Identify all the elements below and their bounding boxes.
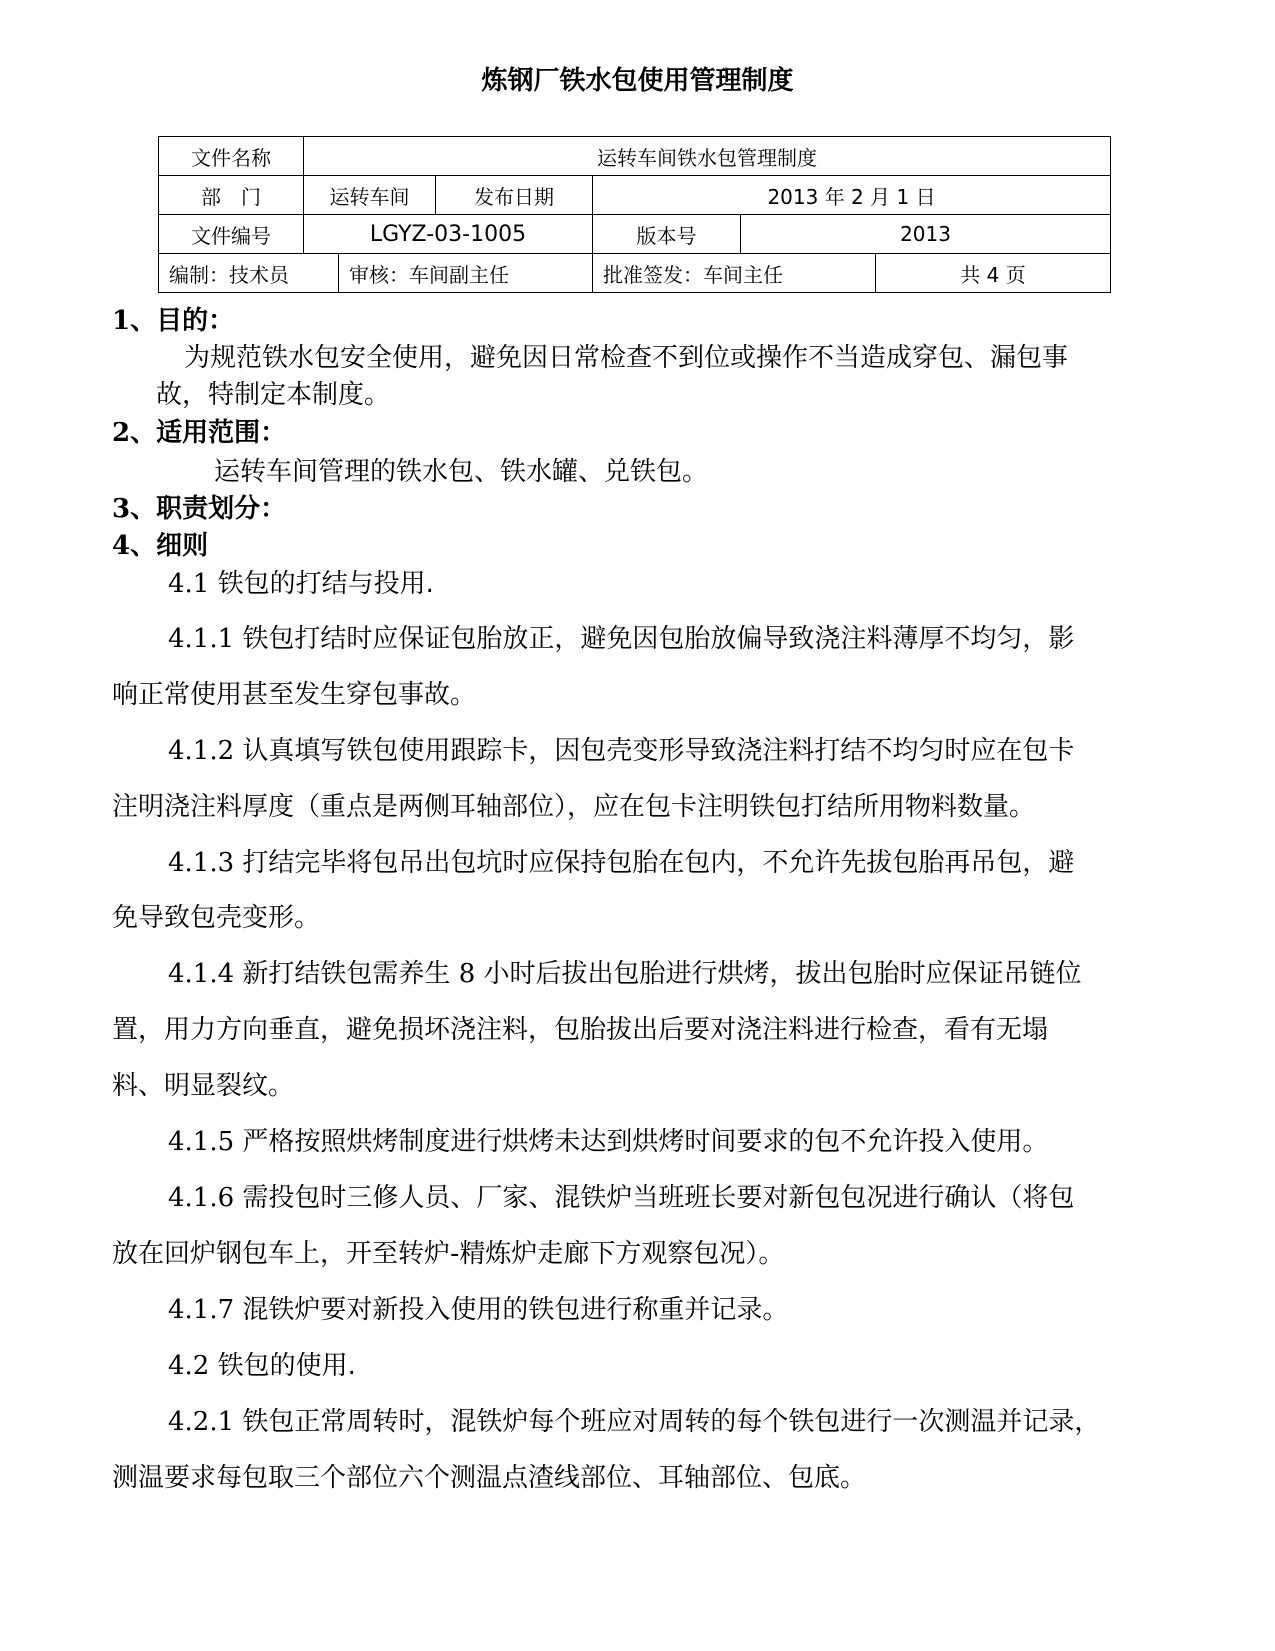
clause-4-1-3-number: 4.1.3 — [168, 848, 235, 878]
clause-4-1-2-line-1 — [168, 738, 1074, 764]
version-value: 2013 — [741, 215, 1111, 254]
clause-4-2-1-line-2: 测温要求每包取三个部位六个测温点渣线部位、耳轴部位、包底。 — [112, 1463, 867, 1493]
clause-4-1-2-line-2: 注明浇注料厚度（重点是两侧耳轴部位），应在包卡注明铁包打结所用物料数量。 — [112, 792, 1036, 822]
clause-4-1-4-text-1b: 小时后拔出包胎进行烘烤，拔出包胎时应保证吊链位 — [475, 959, 1082, 989]
section-3-title: 职责划分： — [156, 494, 287, 524]
clause-4-2-number: 4.2 — [168, 1351, 210, 1381]
clause-4-1-4-line-3: 料、明显裂纹。 — [112, 1071, 295, 1101]
file-no-label: 文件编号 — [159, 215, 304, 254]
section-2-heading — [112, 420, 286, 446]
compiled-by: 编制：技术员 — [159, 254, 339, 293]
clause-4-2-1-number: 4.2.1 — [168, 1407, 235, 1437]
section-2-title: 适用范围： — [156, 418, 287, 448]
clause-4-1-3-line-2: 免导致包壳变形。 — [112, 903, 321, 933]
section-4-number: 4、 — [112, 531, 157, 561]
clause-4-1-7-line-1 — [168, 1297, 788, 1323]
clause-4-1-text: 铁包的打结与投用. — [209, 569, 434, 599]
section-1-line-1: 为规范铁水包安全使用，避免因日常检查不到位或操作不当造成穿包、漏包事 — [184, 343, 1069, 373]
issue-date-value: 2013 年 2 月 1 日 — [593, 176, 1111, 215]
section-3-heading — [112, 496, 286, 522]
clause-4-1-4-number: 4.1.4 — [168, 959, 235, 989]
clause-4-1-5-line-1 — [168, 1129, 1048, 1155]
section-1-number: 1、 — [112, 306, 157, 336]
clause-4-1-5-number: 4.1.5 — [168, 1127, 235, 1157]
file-no-value: LGYZ-03-1005 — [304, 215, 593, 254]
clause-4-1-2-number: 4.1.2 — [168, 736, 235, 766]
section-4-heading — [112, 533, 208, 559]
clause-4-1-1-line-2: 响正常使用甚至发生穿包事故。 — [112, 680, 477, 710]
clause-4-1-number: 4.1 — [168, 569, 210, 599]
section-4-title: 细则 — [156, 531, 209, 561]
issue-date-label: 发布日期 — [436, 176, 593, 215]
section-1-line-2: 故，特制定本制度。 — [156, 380, 391, 410]
clause-4-1-4-line-1 — [168, 961, 1082, 987]
clause-4-1-7-text-1: 混铁炉要对新投入使用的铁包进行称重并记录。 — [234, 1295, 789, 1325]
clause-4-1-2-text-1: 认真填写铁包使用跟踪卡，因包壳变形导致浇注料打结不均匀时应在包卡 — [234, 736, 1075, 766]
version-label: 版本号 — [593, 215, 741, 254]
section-1-heading — [112, 308, 234, 334]
clause-4-1-6-number: 4.1.6 — [168, 1183, 235, 1213]
clause-4-1-1-line-1 — [168, 626, 1074, 652]
clause-4-2-text: 铁包的使用. — [209, 1351, 356, 1381]
clause-4-1-6-text-1: 需投包时三修人员、厂家、混铁炉当班班长要对新包包况进行确认（将包 — [234, 1183, 1075, 1213]
clause-4-1-4-hours: 8 — [458, 959, 476, 989]
clause-4-2-1-line-1 — [168, 1409, 1100, 1435]
clause-4-1-3-line-1 — [168, 850, 1074, 876]
document-info-table — [158, 136, 1111, 293]
section-2-number: 2、 — [112, 418, 157, 448]
file-name-value: 运转车间铁水包管理制度 — [304, 137, 1111, 176]
section-2-line-1: 运转车间管理的铁水包、铁水罐、兑铁包。 — [214, 457, 709, 487]
clause-4-1-6-line-1 — [168, 1185, 1074, 1211]
approved-by: 批准签发：车间主任 — [593, 254, 876, 293]
reviewed-by: 审核：车间副主任 — [339, 254, 593, 293]
file-name-label: 文件名称 — [159, 137, 304, 176]
clause-4-1-7-number: 4.1.7 — [168, 1295, 235, 1325]
page-count: 共 4 页 — [876, 254, 1111, 293]
clause-4-1-1-text-1: 铁包打结时应保证包胎放正，避免因包胎放偏导致浇注料薄厚不均匀，影 — [234, 624, 1075, 654]
document-title: 炼钢厂铁水包使用管理制度 — [481, 66, 794, 96]
clause-4-1-5-text-1: 严格按照烘烤制度进行烘烤未达到烘烤时间要求的包不允许投入使用。 — [234, 1127, 1049, 1157]
clause-4-1 — [168, 571, 434, 597]
dept-value: 运转车间 — [304, 176, 436, 215]
clause-4-1-4-text-1a: 新打结铁包需养生 — [234, 959, 459, 989]
section-3-number: 3、 — [112, 494, 157, 524]
section-1-title: 目的： — [156, 306, 235, 336]
clause-4-1-6-line-2: 放在回炉钢包车上，开至转炉-精炼炉走廊下方观察包况）。 — [112, 1239, 785, 1269]
clause-4-1-1-number: 4.1.1 — [168, 624, 235, 654]
clause-4-2 — [168, 1353, 356, 1379]
clause-4-1-4-line-2: 置，用力方向垂直，避免损坏浇注料，包胎拔出后要对浇注料进行检查，看有无塌 — [112, 1015, 1049, 1045]
clause-4-2-1-text-1: 铁包正常周转时，混铁炉每个班应对周转的每个铁包进行一次测温并记录， — [234, 1407, 1101, 1437]
clause-4-1-3-text-1: 打结完毕将包吊出包坑时应保持包胎在包内，不允许先拔包胎再吊包，避 — [234, 848, 1075, 878]
dept-label: 部 门 — [159, 176, 304, 215]
